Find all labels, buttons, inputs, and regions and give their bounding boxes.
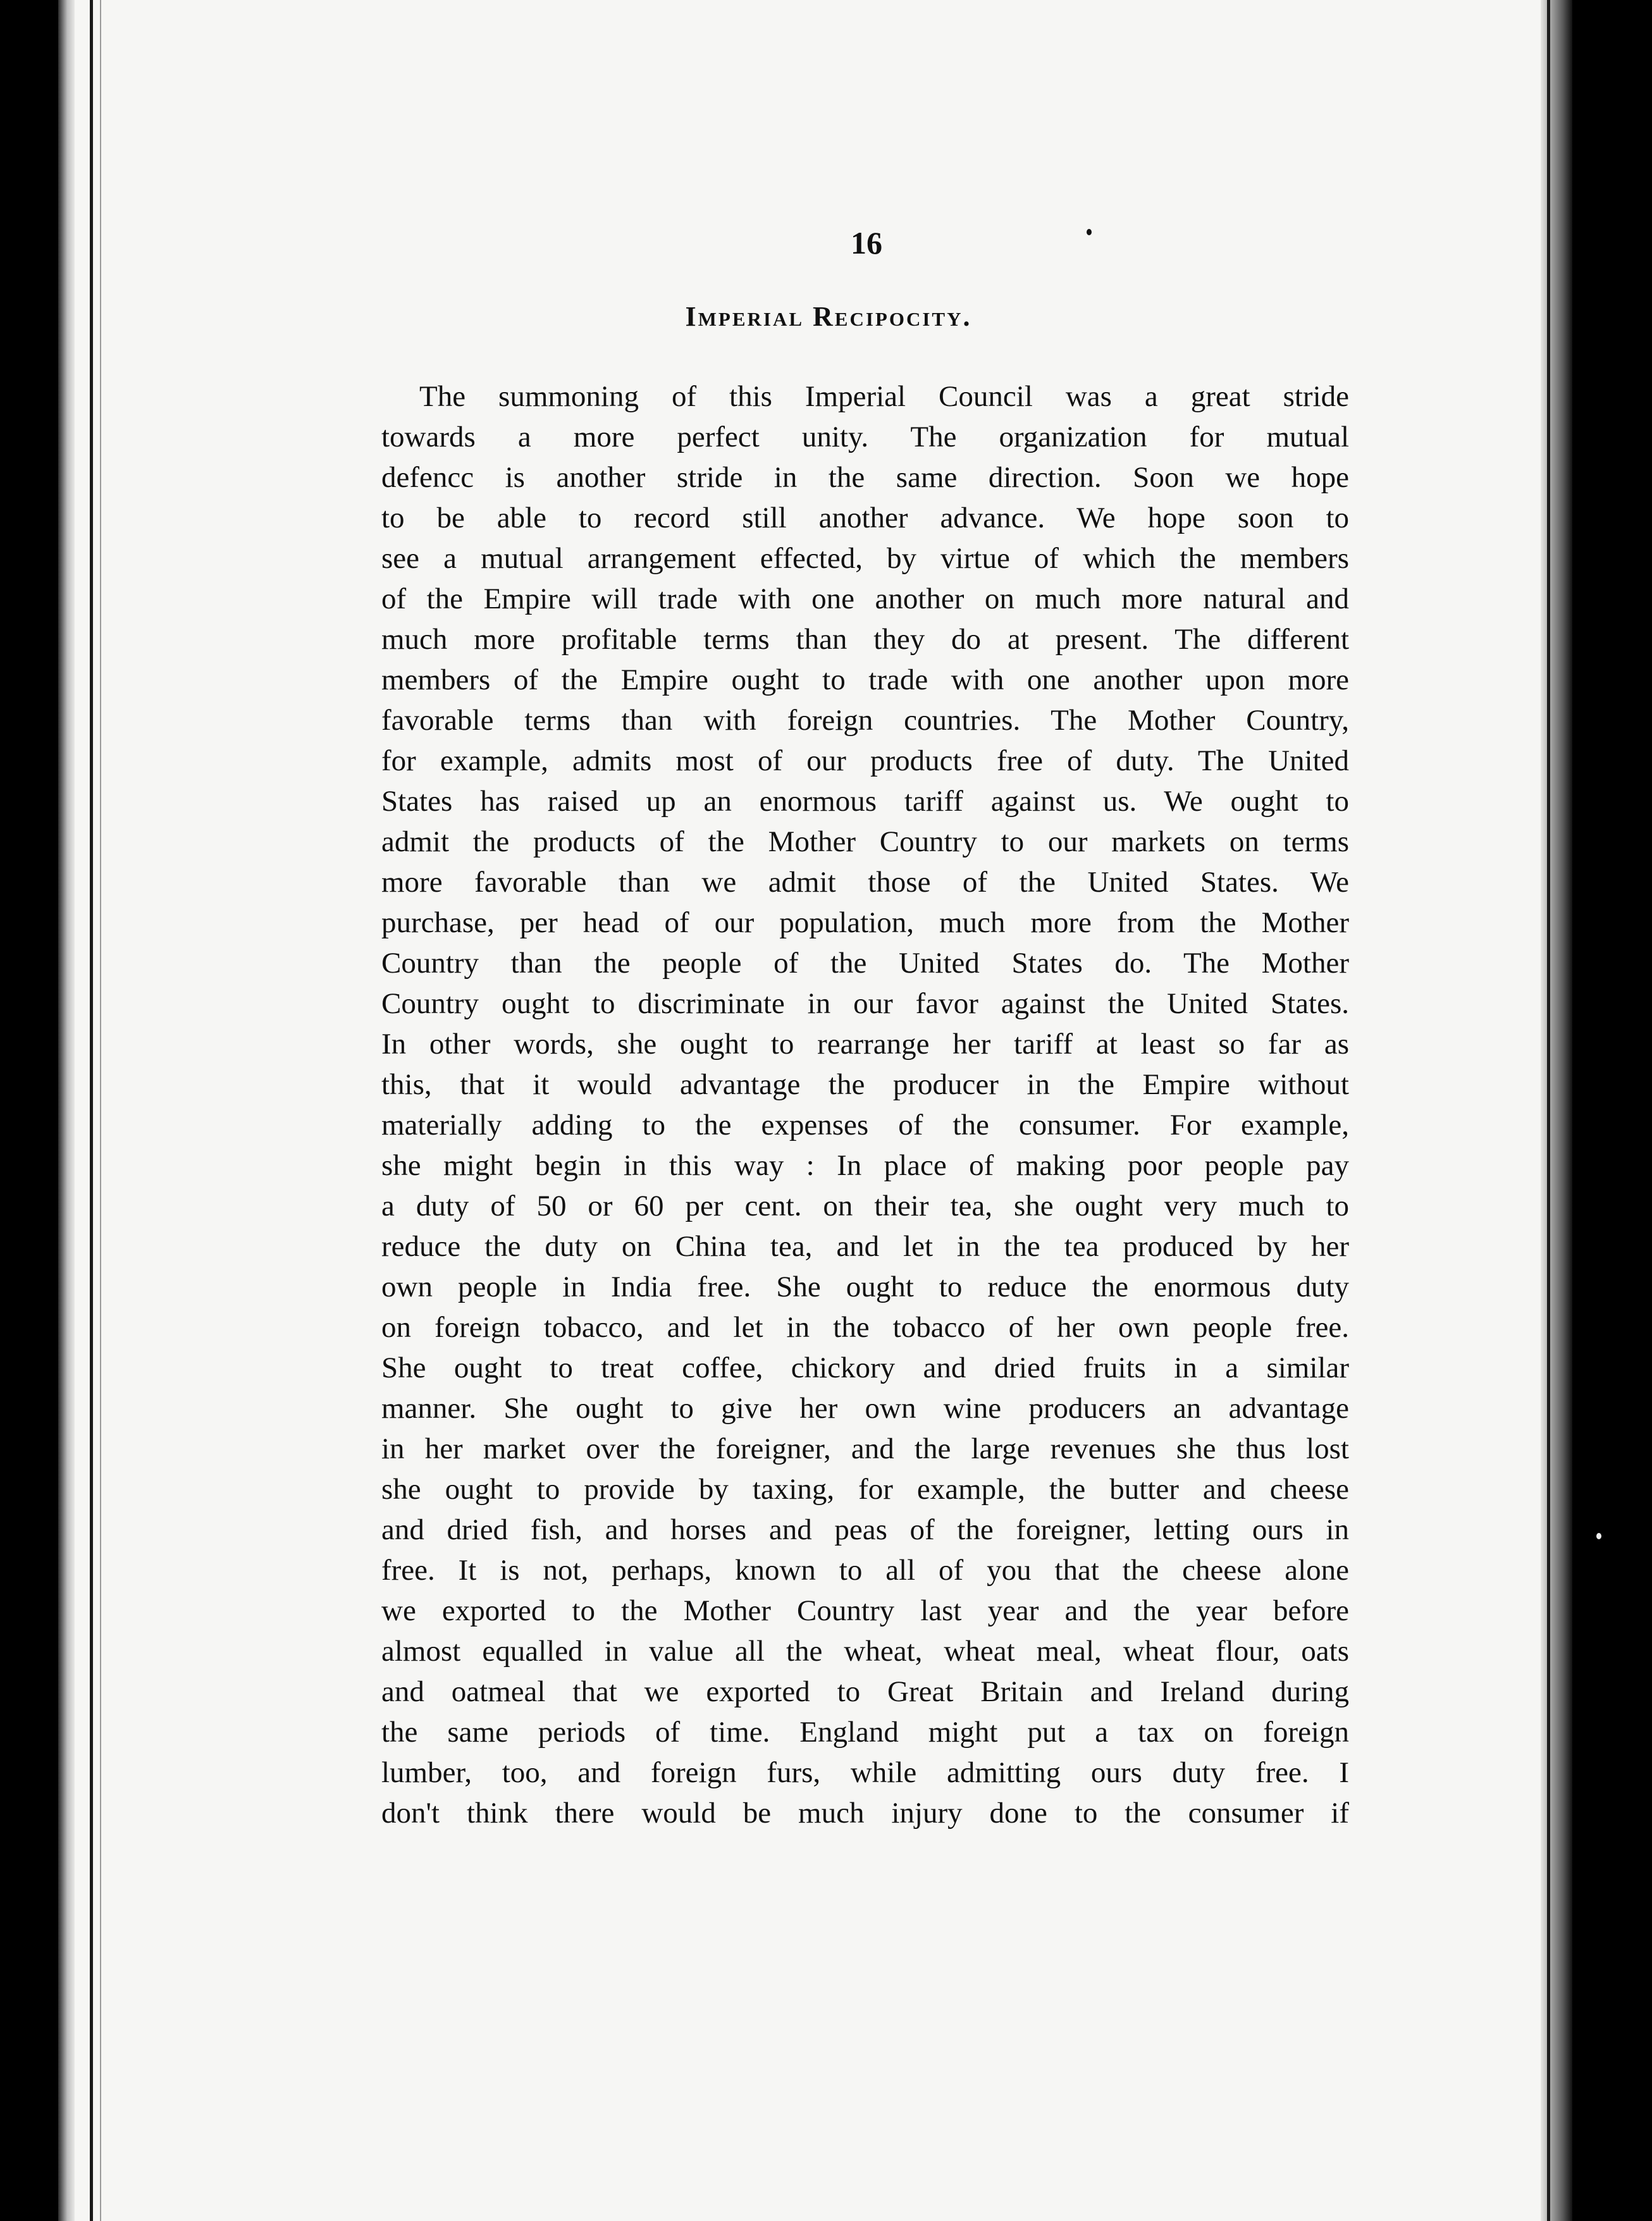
text-line: for example, admits most of our products free of duty. The United	[381, 744, 1349, 777]
text-line: towards a more perfect unity. The organization for mutual	[381, 421, 1349, 453]
text-line: purchase, per head of our population, much more from the Mother	[381, 906, 1349, 939]
scan-border-left	[0, 0, 58, 2221]
text-line: she ought to provide by taxing, for example, the butter and cheese	[381, 1473, 1349, 1506]
text-line: defencc is another stride in the same direction. Soon we hope	[381, 461, 1349, 494]
text-line: Country than the people of the United States do. The Mother	[381, 947, 1349, 980]
text-line: own people in India free. She ought to reduce the enormous duty	[381, 1270, 1349, 1303]
text-line: she might begin in this way : In place of making poor people pay	[381, 1149, 1349, 1182]
binding-line	[90, 0, 93, 2221]
text-line: In other words, she ought to rearrange her tariff at least so far as	[381, 1028, 1349, 1061]
text-line: in her market over the foreigner, and the large revenues she thus lost	[381, 1432, 1349, 1465]
text-line: favorable terms than with foreign countries. The Mother Country,	[381, 704, 1349, 737]
text-line: don't think there would be much injury done to the consumer if	[381, 1797, 1349, 1830]
scan-shadow-left	[58, 0, 75, 2221]
text-line: She ought to treat coffee, chickory and dried fruits in a similar	[381, 1351, 1349, 1384]
text-line: Country ought to discriminate in our favor against the United States.	[381, 987, 1349, 1020]
scan-shadow-right	[1541, 0, 1572, 2221]
text-line: reduce the duty on China tea, and let in the tea produced by her	[381, 1230, 1349, 1263]
page-edge-right	[1547, 0, 1550, 2221]
text-line: this, that it would advantage the producer in the Empire without	[381, 1068, 1349, 1101]
text-line: States has raised up an enormous tariff against us. We ought to	[381, 785, 1349, 818]
text-line: to be able to record still another advance. We hope soon to	[381, 501, 1349, 534]
text-line: a duty of 50 or 60 per cent. on their tea, she ought very much to	[381, 1190, 1349, 1222]
text-line: materially adding to the expenses of the consumer. For example,	[381, 1109, 1349, 1141]
text-line: of the Empire will trade with one another on much more natural and	[381, 582, 1349, 615]
page-title: Imperial Recipocity.	[685, 301, 972, 332]
text-line: almost equalled in value all the wheat, wheat meal, wheat flour, oats	[381, 1635, 1349, 1668]
text-line: and dried fish, and horses and peas of the foreigner, letting ours in	[381, 1513, 1349, 1546]
text-line: admit the products of the Mother Country to our markets on terms	[381, 825, 1349, 858]
text-line: members of the Empire ought to trade with one another upon more	[381, 663, 1349, 696]
text-line: The summoning of this Imperial Council was a great stride	[419, 380, 1349, 413]
scan-border-right	[1572, 0, 1652, 2221]
text-line: on foreign tobacco, and let in the tobacco of her own people free.	[381, 1311, 1349, 1344]
text-line: manner. She ought to give her own wine producers an advantage	[381, 1392, 1349, 1425]
text-line: and oatmeal that we exported to Great Britain and Ireland during	[381, 1675, 1349, 1708]
text-line: free. It is not, perhaps, known to all of you that the cheese alone	[381, 1554, 1349, 1587]
ink-speck	[1596, 1533, 1601, 1539]
text-line: we exported to the Mother Country last year and the year before	[381, 1594, 1349, 1627]
ink-speck	[1087, 229, 1092, 235]
text-line: see a mutual arrangement effected, by virtue of which the members	[381, 542, 1349, 575]
body-paragraph	[381, 376, 1349, 1833]
text-line: the same periods of time. England might put a tax on foreign	[381, 1716, 1349, 1749]
text-line: more favorable than we admit those of the United States. We	[381, 866, 1349, 899]
text-line: lumber, too, and foreign furs, while admitting ours duty free. I	[381, 1756, 1349, 1789]
binding-line-faint	[100, 0, 101, 2221]
text-line: much more profitable terms than they do at present. The different	[381, 623, 1349, 656]
page-number: 16	[851, 225, 882, 261]
